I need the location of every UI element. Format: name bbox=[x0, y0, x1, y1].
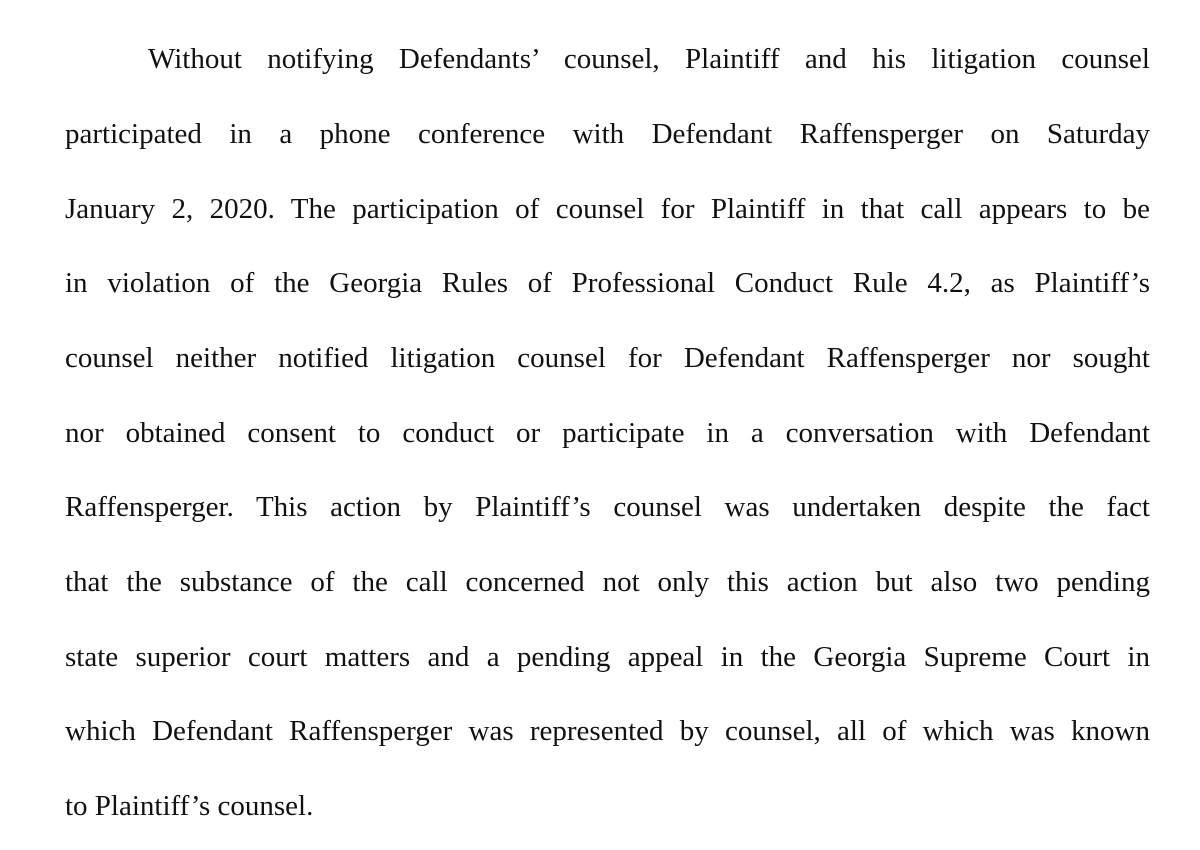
paragraph-line: which Defendant Raffensperger was represented by counsel, all of which was known bbox=[65, 715, 1150, 747]
paragraph-line: that the substance of the call concerned not only this action but also two pending bbox=[65, 566, 1150, 598]
paragraph-line: counsel neither notified litigation counsel for Defendant Raffensperger nor sought bbox=[65, 342, 1150, 374]
paragraph-line: state superior court matters and a pending appeal in the Georgia Supreme Court in bbox=[65, 641, 1150, 673]
paragraph-line: nor obtained consent to conduct or participate in a conversation with Defendant bbox=[65, 417, 1150, 449]
paragraph-line: to Plaintiff’s counsel. bbox=[65, 790, 314, 822]
paragraph-line: Without notifying Defendants’ counsel, Plaintiff and his litigation counsel bbox=[148, 43, 1150, 75]
paragraph-line: in violation of the Georgia Rules of Professional Conduct Rule 4.2, as Plaintiff’s bbox=[65, 267, 1150, 299]
paragraph-line: Raffensperger. This action by Plaintiff’s counsel was undertaken despite the fact bbox=[65, 491, 1150, 523]
paragraph-line: participated in a phone conference with Defendant Raffensperger on Saturday bbox=[65, 118, 1150, 150]
paragraph-line: January 2, 2020. The participation of counsel for Plaintiff in that call appears to be bbox=[65, 193, 1150, 225]
